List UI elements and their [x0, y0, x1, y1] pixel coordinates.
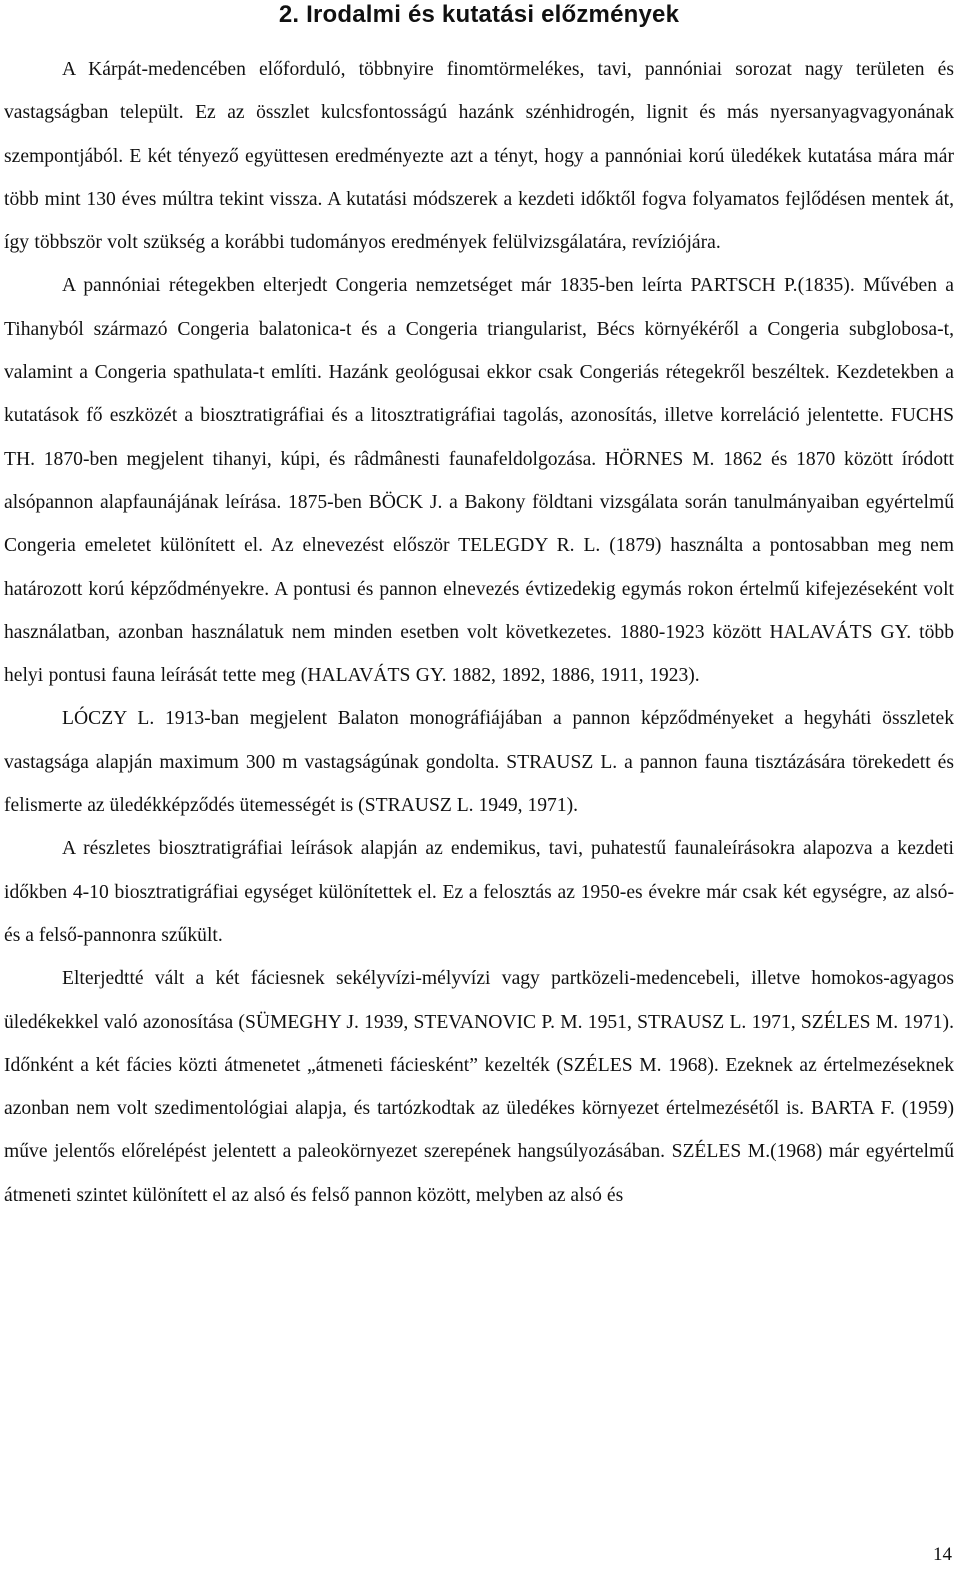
section-heading: 2. Irodalmi és kutatási előzmények: [278, 1, 680, 28]
paragraph-congeria-history: A pannóniai rétegekben elterjedt Congeria nemzetséget már 1835-ben leírta PARTSCH P.(1835). Művében a Tihanyból származó Congeria balatonica-t és a Congeria triangularist, Bécs környékéről a Congeria subglobosa-t, valamint a Congeria spathulata-t említi. Hazánk geológusai ekkor csak Congeriás rétegekről beszéltek. Kezdetekben a kutatások fő eszközét a biosztratigráfiai és a litosztratigráfiai tagolás, azonosítás, illetve korreláció jelentette. FUCHS TH. 1870-ben megjelent tihanyi, kúpi, és râdmânesti faunafeldolgozása. HÖRNES M. 1862 és 1870 között íródott alsópannon alapfaunájának leírása. 1875-ben BÖCK J. a Bakony földtani vizsgálata során tanulmányaiban egyértelmű Congeria emeletet különített el. Az elnevezést először TELEGDY R. L. (1879) használta a pontosabban meg nem határozott korú képződményekre. A pontusi és pannon elnevezés évtizedekig egymás rokon értelmű kifejezéseként volt használatban, azonban használatuk nem minden esetben volt következetes. 1880-1923 között HALAVÁTS GY. több helyi pontusi fauna leírását tette meg (HALAVÁTS GY. 1882, 1892, 1886, 1911, 1923).: [4, 275, 954, 687]
paragraph-intro: A Kárpát-medencében előforduló, többnyire finomtörmelékes, tavi, pannóniai sorozat nagy területen és vastagságban települt. Ez az összlet kulcsfontosságú hazánk szénhidrogén, lignit és más nyersanyagvagyonának szempontjából. E két tényező együttesen eredményezte azt a tényt, hogy a pannóniai korú üledékek kutatása mára már több mint 130 éves múltra tekint vissza. A kutatási módszerek a kezdeti időktől fogva folyamatos fejlődésen mentek át, így többször volt szükség a korábbi tudományos eredmények felülvizsgálatára, revíziójára.: [4, 59, 954, 254]
paragraph-loczy-strausz: LÓCZY L. 1913-ban megjelent Balaton monográfiájában a pannon képződményeket a hegyháti összletek vastagsága alapján maximum 300 m vastagságúnak gondolta. STRAUSZ L. a pannon fauna tisztázására törekedett és felismerte az üledékképződés ütemességét is (STRAUSZ L. 1949, 1971).: [4, 708, 954, 817]
page-number: 14: [933, 1544, 952, 1565]
paragraph-facies: Elterjedtté vált a két fáciesnek sekélyvízi-mélyvízi vagy partközeli-medencebeli, illetve homokos-agyagos üledékekkel való azonosítása (SÜMEGHY J. 1939, STEVANOVIC P. M. 1951, STRAUSZ L. 1971, SZÉLES M. 1971). Időnként a két fácies közti átmenetet „átmeneti fáciesként” kezelték (SZÉLES M. 1968). Ezeknek az értelmezéseknek azonban nem volt szedimentológiai alapja, és tartózkodtak az üledékes környezet értelmezésétől is. BARTA F. (1959) műve jelentős előrelépést jelentett a paleokörnyezet szerepének hangsúlyozásában. SZÉLES M.(1968) már egyértelmű átmeneti szintet különített el az alsó és felső pannon között, melyben az alsó és: [4, 968, 954, 1206]
paragraph-biostratigraphy: A részletes biosztratigráfiai leírások alapján az endemikus, tavi, puhatestű faunaleírásokra alapozva a kezdeti időkben 4-10 biosztratigráfiai egységet különítettek el. Ez a felosztás az 1950-es évekre már csak két egységre, az alsó- és a felső-pannonra szűkült.: [4, 838, 954, 946]
